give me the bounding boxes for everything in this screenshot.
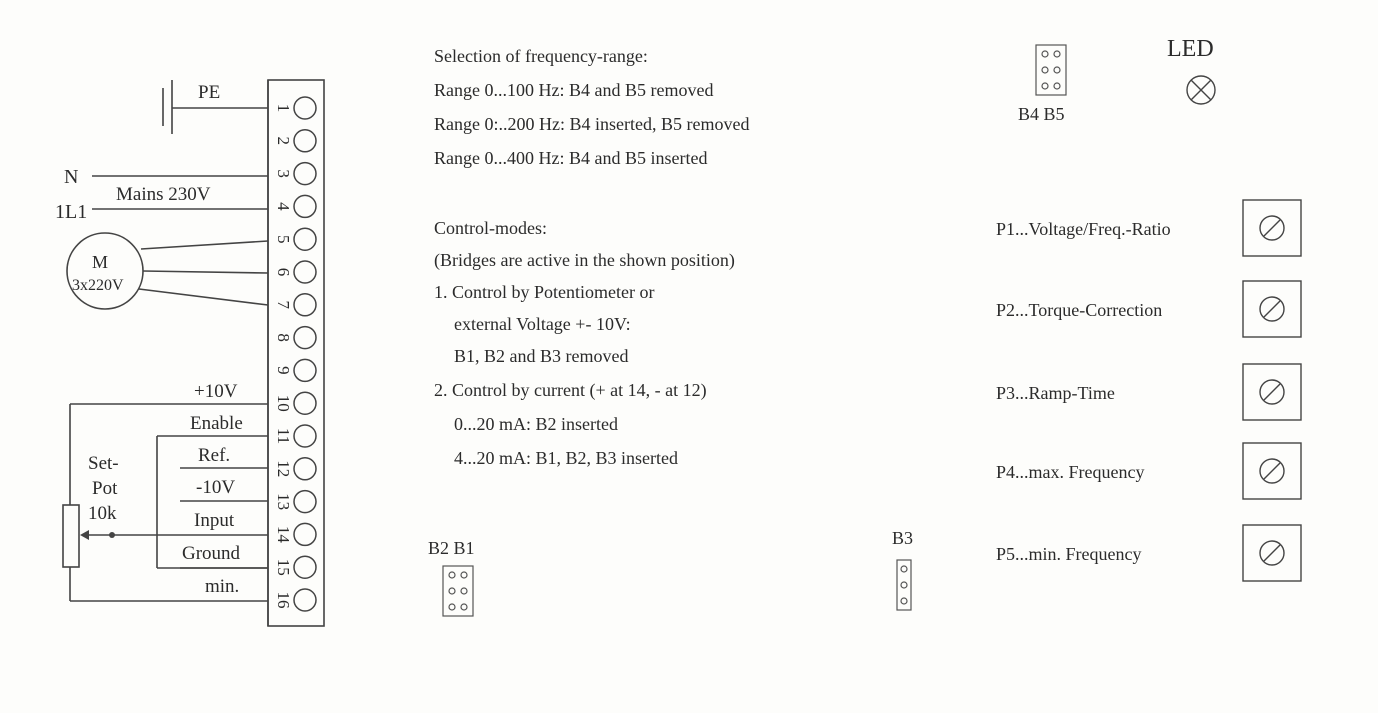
pot-5-trim-slot [1264,545,1280,561]
setpot-label-2: Pot [92,478,118,499]
terminal-10-circle [294,392,316,414]
n-label: N [64,166,79,188]
pot-4-label: P4...max. Frequency [996,462,1145,482]
pot-1-label: P1...Voltage/Freq.-Ratio [996,219,1171,239]
terminal-7-circle [294,294,316,316]
terminal-13-circle [294,491,316,513]
terminal-3-number: 3 [274,169,293,178]
terminal-14-number: 14 [274,525,293,543]
terminal-circles [294,97,316,611]
terminal-3-circle [294,163,316,185]
motor-label: M [92,252,109,272]
pot-1-trim-slot [1264,220,1280,236]
terminal-5-number: 5 [274,234,293,244]
l1-label: 1L1 [55,201,88,223]
minus10v-label: -10V [196,477,236,498]
control-mode-1b: external Voltage +- 10V: [454,314,631,334]
terminal-6-circle [294,261,316,283]
ground-label: Ground [182,543,241,564]
terminal-8-circle [294,327,316,349]
terminal-16-circle [294,589,316,611]
terminal-12-circle [294,458,316,480]
frequency-line-2: Range 0:..200 Hz: B4 inserted, B5 removed [434,114,750,134]
terminal-15-circle [294,556,316,578]
ref-label: Ref. [198,445,231,466]
b4b5-jumper [1036,45,1066,95]
control-mode-1c: B1, B2 and B3 removed [454,346,629,366]
b3-label: B3 [892,528,914,548]
setpot-label-1: Set- [88,453,119,474]
min-label: min. [205,576,240,597]
control-note: (Bridges are active in the shown position) [434,250,735,270]
input-junction-dot [109,532,115,538]
terminal-13-number: 13 [274,493,293,511]
mains-label: Mains 230V [116,184,211,205]
pot-2-label: P2...Torque-Correction [996,300,1163,320]
terminal-9-circle [294,359,316,381]
terminal-7-number: 7 [274,300,293,310]
control-mode-2c: 4...20 mA: B1, B2, B3 inserted [454,448,678,468]
terminal-16-number: 16 [274,591,293,609]
control-mode-2b: 0...20 mA: B2 inserted [454,414,618,434]
pot-3-trim-slot [1264,384,1280,400]
wiper-arrow [80,530,89,540]
led-icon [1187,76,1215,104]
terminal-11-number: 11 [274,427,293,445]
input-label: Input [194,510,235,531]
pot-3-label: P3...Ramp-Time [996,383,1115,403]
control-mode-1a: 1. Control by Potentiometer or [434,282,655,302]
terminal-15-number: 15 [274,558,293,576]
b2b1-jumper [443,566,473,616]
motor-spec: 3x220V [72,277,124,294]
terminal-14-circle [294,523,316,545]
terminal-6-number: 6 [274,267,293,277]
pot-5-label: P5...min. Frequency [996,544,1142,564]
terminal-strip [268,80,324,626]
pot-4-trim-slot [1264,463,1280,479]
control-title: Control-modes: [434,218,547,238]
terminal-9-number: 9 [274,366,293,375]
potentiometer-list [996,200,1301,581]
terminal-11-circle [294,425,316,447]
terminal-1-circle [294,97,316,119]
pot-2-trim-slot [1264,301,1280,317]
terminal-5-circle [294,228,316,250]
plus10v-label: +10V [194,381,238,402]
b2b1-label: B2 B1 [428,538,475,558]
terminal-10-number: 10 [274,394,293,412]
b3-jumper [897,560,911,610]
terminal-2-number: 2 [274,136,293,146]
setpot-label-3: 10k [88,503,117,524]
control-mode-2a: 2. Control by current (+ at 14, - at 12) [434,380,707,400]
terminal-4-circle [294,195,316,217]
terminal-numbers [274,104,293,609]
terminal-4-number: 4 [274,202,293,211]
terminal-12-number: 12 [274,460,293,478]
terminal-1-number: 1 [274,103,293,113]
enable-label: Enable [190,413,243,434]
frequency-line-1: Range 0...100 Hz: B4 and B5 removed [434,80,714,100]
frequency-line-3: Range 0...400 Hz: B4 and B5 inserted [434,148,708,168]
led-label: LED [1167,36,1214,62]
frequency-title: Selection of frequency-range: [434,46,648,66]
b4b5-label: B4 B5 [1018,104,1065,124]
terminal-8-number: 8 [274,333,293,342]
terminal-2-circle [294,130,316,152]
pe-label: PE [198,82,221,103]
